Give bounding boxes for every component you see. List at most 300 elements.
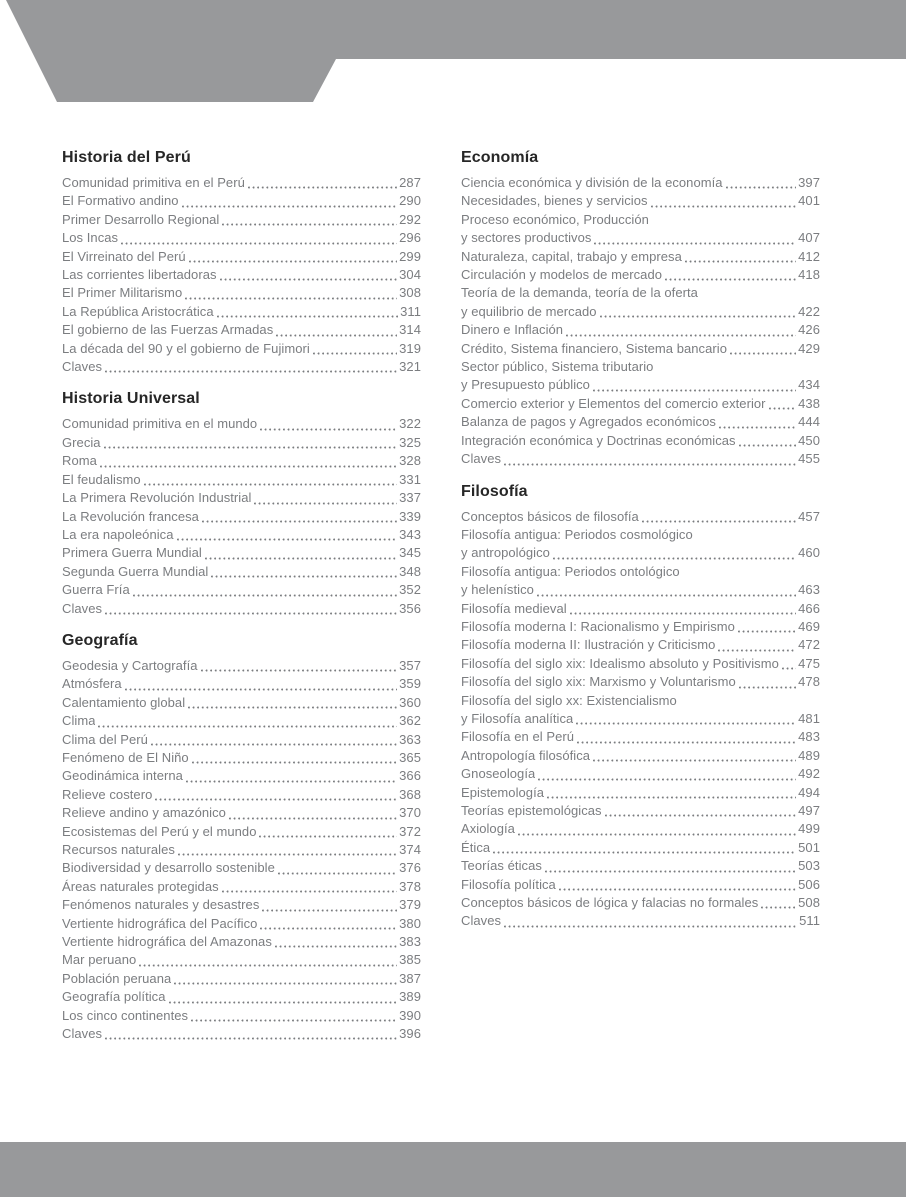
entry-title: y equilibrio de mercado: [461, 303, 597, 319]
entry-title: El Virreinato del Perú: [62, 248, 186, 264]
page-number: 397: [798, 175, 820, 190]
toc-entry: [62, 804, 421, 822]
dot-leader: [189, 260, 397, 263]
page-number: 457: [798, 508, 820, 524]
dot-leader: [559, 888, 796, 891]
toc-entry: [62, 489, 421, 507]
toc-column-2: [461, 148, 820, 1043]
dot-leader: [278, 872, 397, 875]
entry-title: Primer Desarrollo Regional: [62, 211, 220, 227]
page-number: 418: [798, 267, 820, 283]
page-number: 308: [399, 285, 421, 301]
page-number: 348: [399, 563, 421, 579]
dot-leader: [105, 612, 397, 615]
entry-title: La República Aristocrática: [62, 303, 214, 319]
entry-title: Circulación y modelos de mercado: [461, 267, 663, 283]
toc-section: [62, 148, 421, 376]
page-number: 383: [399, 934, 421, 950]
entry-title: y Presupuesto público: [461, 377, 590, 393]
toc-entry: [62, 211, 421, 229]
entry-title: Fenómeno de El Niño: [62, 749, 189, 765]
page-number: 290: [399, 193, 421, 209]
toc-entry: [62, 694, 421, 712]
toc-entry: [461, 174, 820, 192]
toc-entry: [461, 248, 820, 266]
page-number: 370: [399, 805, 421, 821]
toc-entry: [62, 600, 421, 618]
dot-leader: [98, 725, 397, 728]
toc-entry: [461, 358, 820, 376]
toc-entry: [62, 896, 421, 914]
entry-title: Filosofía del siglo xix: Idealismo absoluto y Positivismo: [461, 655, 779, 671]
page-number: 385: [399, 952, 421, 968]
toc-entry: [62, 786, 421, 804]
page-number: 444: [798, 414, 820, 430]
entry-title: Vertiente hidrográfica del Amazonas: [62, 934, 272, 950]
entry-title: Claves: [62, 359, 103, 375]
page-number: 511: [799, 913, 820, 929]
entry-title: Mar peruano: [62, 952, 137, 968]
page-number: 380: [399, 915, 421, 931]
toc-entry: [461, 765, 820, 783]
toc-entry: [62, 544, 421, 562]
page-number: 499: [798, 821, 820, 837]
toc-entry: [62, 988, 421, 1006]
dot-leader: [553, 557, 796, 560]
page-number: 345: [399, 545, 421, 561]
entry-title: Clima: [62, 713, 96, 729]
toc-entry: [461, 710, 820, 728]
page-number: 463: [798, 582, 820, 598]
dot-leader: [504, 463, 796, 466]
dot-leader: [577, 741, 796, 744]
dot-leader: [547, 796, 796, 799]
dot-leader: [121, 242, 397, 245]
page-number: 337: [399, 490, 421, 506]
entry-title: Dinero e Inflación: [461, 322, 564, 338]
entry-title: Ciencia económica y división de la economía: [461, 175, 723, 190]
page-number: 422: [798, 303, 820, 319]
dot-leader: [538, 778, 796, 781]
toc-entry: [62, 749, 421, 767]
toc-entry: [62, 1025, 421, 1043]
toc-entry: [461, 912, 820, 930]
page-number: 508: [798, 895, 820, 911]
dot-leader: [188, 706, 397, 709]
entry-title: Filosofía del siglo xx: Existencialismo: [461, 692, 677, 708]
entry-title: Segunda Guerra Mundial: [62, 563, 209, 579]
toc-entry: [461, 395, 820, 413]
entry-title: Filosofía en el Perú: [461, 729, 575, 745]
page-number: 325: [399, 434, 421, 450]
entry-title: y helenístico: [461, 582, 534, 598]
dot-leader: [594, 242, 796, 245]
dot-leader: [769, 407, 797, 410]
toc-entry: [461, 508, 820, 526]
toc-entry: [461, 229, 820, 247]
toc-entry: [461, 784, 820, 802]
toc-section: [461, 482, 820, 931]
toc-entry: [461, 413, 820, 431]
entry-title: Filosofía moderna I: Racionalismo y Empirismo: [461, 618, 735, 634]
page-number: 374: [399, 842, 421, 857]
dot-leader: [719, 426, 796, 429]
dot-leader: [730, 352, 796, 355]
page-number: 472: [798, 637, 820, 653]
toc-entry: [62, 340, 421, 358]
page-number: 331: [399, 471, 421, 487]
toc-entry: [62, 657, 421, 675]
toc-entry: [461, 857, 820, 875]
toc-entry: [62, 248, 421, 266]
dot-leader: [220, 278, 398, 281]
dot-leader: [518, 833, 796, 836]
dot-leader: [104, 446, 398, 449]
toc-entry: [62, 675, 421, 693]
dot-leader: [685, 260, 796, 263]
toc-entry: [461, 192, 820, 210]
toc-column-1: [62, 148, 421, 1043]
page-number: 352: [399, 582, 421, 598]
entry-title: Los cinco continentes: [62, 1007, 189, 1023]
entry-title: Geodesia y Cartografía: [62, 657, 198, 673]
dot-leader: [259, 835, 397, 838]
page-number: 362: [399, 713, 421, 729]
dot-leader: [493, 851, 796, 854]
entry-title: Integración económica y Doctrinas económicas: [461, 432, 736, 448]
page-number: 356: [399, 600, 421, 616]
section-title: Economía: [461, 149, 539, 166]
page-number: 483: [798, 729, 820, 745]
entry-title: Conceptos básicos de filosofía: [461, 508, 639, 524]
section-title: Filosofía: [461, 482, 528, 500]
entry-title: El feudalismo: [62, 471, 141, 487]
toc-entry: [62, 229, 421, 247]
section-title: Historia Universal: [62, 390, 200, 408]
dot-leader: [718, 649, 796, 652]
toc-entry: [62, 526, 421, 544]
dot-leader: [739, 686, 796, 689]
toc-entry: [461, 376, 820, 394]
entry-title: Clima del Perú: [62, 731, 148, 747]
entry-title: Claves: [62, 1026, 103, 1042]
bottom-banner-shape: [0, 1142, 906, 1197]
toc-entry: [62, 415, 421, 433]
entry-title: La década del 90 y el gobierno de Fujimori: [62, 340, 310, 356]
dot-leader: [139, 964, 397, 967]
toc-entry: [62, 284, 421, 302]
page-number: 503: [798, 858, 820, 874]
toc-entry: [461, 266, 820, 284]
toc-entry: [62, 970, 421, 988]
entry-title: Antropología filosófica: [461, 747, 591, 763]
page-number: 450: [798, 432, 820, 448]
dot-leader: [248, 186, 397, 189]
dot-leader: [313, 352, 397, 355]
entry-title: Relieve andino y amazónico: [62, 805, 226, 821]
dot-leader: [185, 297, 397, 300]
entry-title: El gobierno de las Fuerzas Armadas: [62, 322, 274, 338]
entry-title: Proceso económico, Producción: [461, 211, 649, 227]
entry-title: Comercio exterior y Elementos del comercio exterior: [461, 395, 766, 411]
entry-title: Filosofía medieval: [461, 600, 567, 616]
section-title: Historia del Perú: [62, 149, 191, 166]
page-number: 360: [399, 694, 421, 710]
dot-leader: [229, 817, 397, 820]
toc-entry: [62, 841, 421, 859]
toc-entry: [461, 655, 820, 673]
entry-title: La era napoleónica: [62, 526, 174, 542]
toc-entry: [62, 915, 421, 933]
page-number: 396: [399, 1026, 421, 1042]
dot-leader: [177, 538, 398, 541]
page-number: 401: [798, 193, 820, 209]
dot-leader: [174, 982, 397, 985]
page-number: 292: [399, 211, 421, 227]
page-number: 460: [798, 545, 820, 561]
dot-leader: [262, 909, 397, 912]
dot-leader: [651, 205, 797, 208]
toc-entry: [62, 563, 421, 581]
entry-title: Primera Guerra Mundial: [62, 545, 202, 561]
dot-leader: [191, 1019, 397, 1022]
toc-entry: [62, 1007, 421, 1025]
page-number: 372: [399, 823, 421, 839]
section-title: Geografía: [62, 631, 138, 649]
entry-title: Geografía política: [62, 989, 166, 1005]
toc-section: [62, 389, 421, 617]
entry-title: Filosofía antigua: Periodos ontológico: [461, 563, 680, 579]
toc-entry: [62, 767, 421, 785]
entry-title: Filosofía política: [461, 876, 556, 892]
dot-leader: [186, 780, 397, 783]
toc-entry: [461, 284, 820, 302]
toc-entry: [62, 859, 421, 877]
dot-leader: [222, 223, 397, 226]
page-number: 296: [399, 230, 421, 246]
page-number: 366: [399, 768, 421, 784]
entry-title: y antropológico: [461, 545, 550, 561]
toc-entry: [62, 452, 421, 470]
page-number: 475: [798, 655, 820, 671]
entry-title: Comunidad primitiva en el mundo: [62, 416, 258, 432]
toc-entry: [62, 358, 421, 376]
dot-leader: [254, 502, 397, 505]
page-number: 497: [798, 803, 820, 818]
entry-title: Geodinámica interna: [62, 768, 183, 784]
toc-entry: [62, 174, 421, 192]
entry-title: Crédito, Sistema financiero, Sistema bancario: [461, 340, 727, 356]
toc-entry: [62, 712, 421, 730]
dot-leader: [739, 444, 797, 447]
page-number: 304: [399, 267, 421, 283]
entry-title: y Filosofía analítica: [461, 710, 574, 726]
dot-leader: [105, 370, 397, 373]
page-number: 426: [798, 322, 820, 338]
toc-entry: [62, 192, 421, 210]
entry-title: Atmósfera: [62, 676, 122, 692]
toc-entry: [62, 731, 421, 749]
entry-title: La Primera Revolución Industrial: [62, 490, 252, 506]
page-number: 343: [399, 526, 421, 542]
toc-entry: [62, 321, 421, 339]
entry-title: y sectores productivos: [461, 230, 592, 246]
page-number: 494: [798, 784, 820, 800]
dot-leader: [593, 759, 796, 762]
entry-title: Axiología: [461, 821, 515, 837]
page-number: 314: [399, 322, 421, 338]
toc-entry: [461, 321, 820, 339]
toc-entry: [461, 563, 820, 581]
dot-leader: [642, 520, 796, 523]
page-number: 365: [399, 749, 421, 765]
toc-entry: [461, 211, 820, 229]
toc-entry: [461, 432, 820, 450]
dot-leader: [144, 483, 397, 486]
entry-title: La Revolución francesa: [62, 508, 199, 524]
toc-entry: [461, 820, 820, 838]
page-number: 389: [399, 989, 421, 1005]
page-number: 469: [798, 618, 820, 634]
entry-title: Guerra Fría: [62, 582, 130, 598]
dot-leader: [504, 925, 797, 928]
toc-entry: [62, 933, 421, 951]
page-number: 478: [798, 674, 820, 690]
entry-title: Los Incas: [62, 230, 119, 246]
table-of-contents: [62, 148, 820, 1043]
entry-title: Roma: [62, 453, 97, 469]
toc-entry: [62, 951, 421, 969]
dot-leader: [125, 688, 397, 691]
page-number: 322: [399, 416, 421, 432]
toc-entry: [461, 673, 820, 691]
dot-leader: [726, 186, 797, 189]
entry-title: Sector público, Sistema tributario: [461, 359, 654, 375]
page-number: 328: [399, 453, 421, 469]
page-number: 412: [798, 248, 820, 264]
toc-entry: [62, 471, 421, 489]
entry-title: Población peruana: [62, 970, 172, 986]
dot-leader: [192, 761, 397, 764]
toc-section: [62, 631, 421, 1044]
entry-title: Ética: [461, 839, 491, 855]
dot-leader: [600, 315, 797, 318]
toc-entry: [461, 692, 820, 710]
page-number: 501: [798, 839, 820, 855]
toc-entry: [461, 876, 820, 894]
toc-entry: [62, 266, 421, 284]
page-number: 492: [798, 766, 820, 782]
entry-title: Relieve costero: [62, 786, 153, 802]
dot-leader: [260, 428, 397, 431]
page-number: 287: [399, 175, 421, 190]
entry-title: Ecosistemas del Perú y el mundo: [62, 823, 257, 839]
dot-leader: [276, 334, 397, 337]
toc-entry: [62, 434, 421, 452]
toc-entry: [461, 636, 820, 654]
dot-leader: [169, 1001, 398, 1004]
toc-section: [461, 148, 820, 469]
toc-entry: [461, 303, 820, 321]
dot-leader: [605, 814, 797, 817]
dot-leader: [222, 890, 397, 893]
entry-title: Grecia: [62, 434, 101, 450]
dot-leader: [275, 945, 397, 948]
dot-leader: [570, 612, 796, 615]
page-number: 387: [399, 970, 421, 986]
entry-title: El Formativo andino: [62, 193, 179, 209]
dot-leader: [260, 927, 397, 930]
entry-title: Áreas naturales protegidas: [62, 878, 219, 894]
page-number: 379: [399, 897, 421, 913]
entry-title: Vertiente hidrográfica del Pacífico: [62, 915, 258, 931]
page-number: 363: [399, 731, 421, 747]
page-number: 311: [400, 303, 421, 319]
entry-title: Necesidades, bienes y servicios: [461, 193, 648, 209]
entry-title: Las corrientes libertadoras: [62, 267, 217, 283]
entry-title: Biodiversidad y desarrollo sostenible: [62, 860, 275, 876]
entry-title: Claves: [461, 913, 502, 929]
dot-leader: [151, 743, 397, 746]
page-number: 319: [399, 340, 421, 356]
dot-leader: [576, 722, 796, 725]
dot-leader: [593, 389, 796, 392]
page-number: 407: [798, 230, 820, 246]
toc-entry: [461, 728, 820, 746]
dot-leader: [782, 667, 796, 670]
toc-entry: [461, 894, 820, 912]
entry-title: Naturaleza, capital, trabajo y empresa: [461, 248, 682, 264]
dot-leader: [178, 853, 397, 856]
toc-entry: [461, 581, 820, 599]
page-number: 390: [399, 1007, 421, 1023]
entry-title: Gnoseología: [461, 766, 536, 782]
toc-entry: [461, 526, 820, 544]
page-number: 438: [798, 395, 820, 411]
page-number: 481: [798, 710, 820, 726]
page-number: 429: [798, 340, 820, 356]
page-number: 434: [798, 377, 820, 393]
entry-title: Fenómenos naturales y desastres: [62, 897, 260, 913]
dot-leader: [211, 575, 397, 578]
page-number: 321: [399, 359, 421, 375]
dot-leader: [133, 594, 397, 597]
entry-title: Comunidad primitiva en el Perú: [62, 175, 245, 190]
toc-entry: [62, 303, 421, 321]
page-number: 339: [399, 508, 421, 524]
toc-entry: [62, 508, 421, 526]
toc-entry: [461, 450, 820, 468]
page-number: 378: [399, 878, 421, 894]
toc-entry: [461, 747, 820, 765]
top-banner-shape: [0, 0, 906, 102]
toc-entry: [461, 618, 820, 636]
dot-leader: [761, 906, 796, 909]
toc-entry: [62, 823, 421, 841]
dot-leader: [665, 278, 796, 281]
page-number: 506: [798, 876, 820, 892]
page-number: 466: [798, 600, 820, 616]
entry-title: Calentamiento global: [62, 694, 186, 710]
page-number: 489: [798, 747, 820, 763]
entry-title: Teorías epistemológicas: [461, 803, 602, 818]
dot-leader: [182, 205, 398, 208]
entry-title: Conceptos básicos de lógica y falacias no formales: [461, 895, 759, 911]
page-number: 357: [399, 657, 421, 673]
dot-leader: [537, 594, 796, 597]
dot-leader: [205, 557, 397, 560]
entry-title: Claves: [461, 451, 502, 467]
